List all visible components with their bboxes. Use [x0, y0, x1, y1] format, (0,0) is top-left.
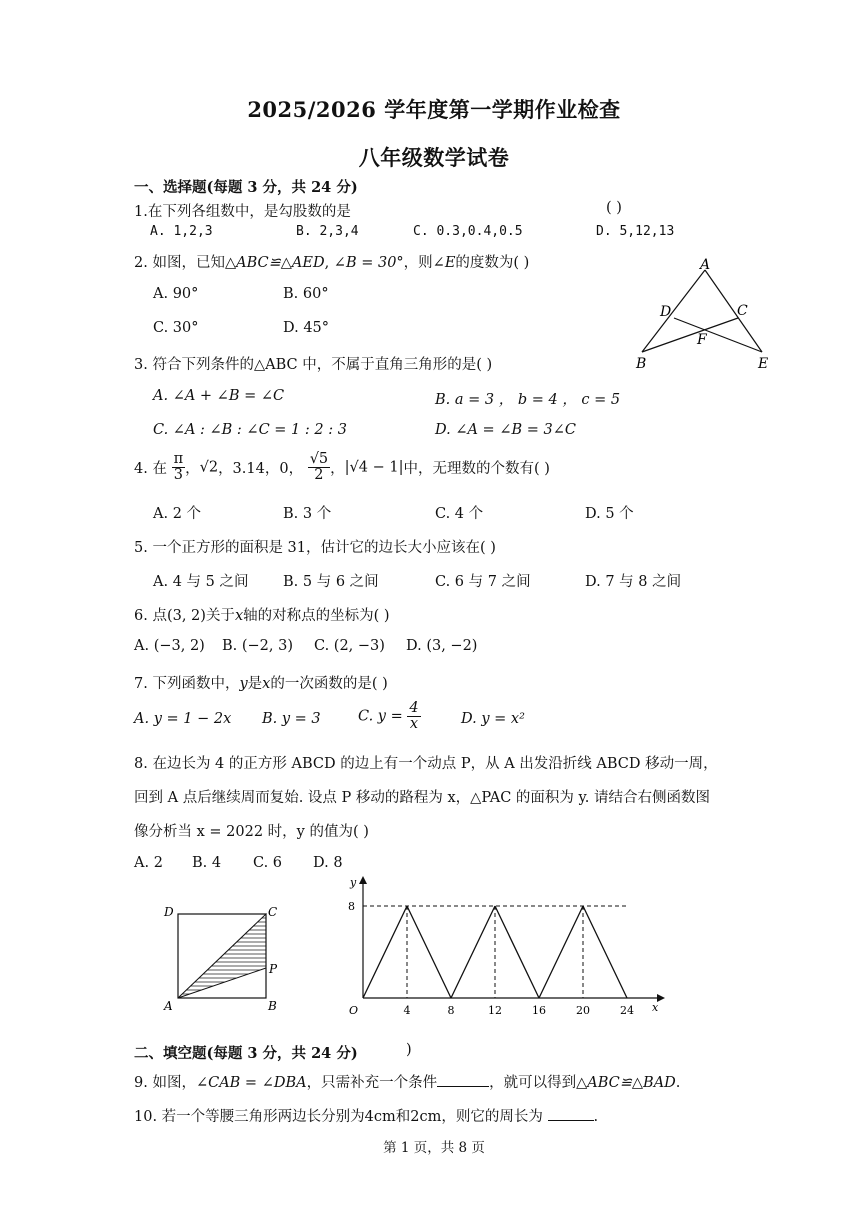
q10-value-1: 4cm — [364, 1109, 396, 1125]
q2-condition-congruent: △ABC≌△AED — [224, 255, 325, 271]
q6-option-c: C. (2, −3) — [314, 638, 385, 654]
q1-option-a: A. 1,2,3 — [150, 224, 213, 239]
chart-x-tick-label: 8 — [447, 1004, 455, 1017]
q8-line-1: 8. 在边长为 4 的正方形 ABCD 的边上有一个动点 P，从 A 出发沿折线 ABCD 移动一周， — [134, 756, 718, 772]
q7-option-c: C. y = $\frac{4}{x}$ — [358, 700, 419, 733]
q7-stem: 7. 下列函数中，y是x的一次函数的是( ) — [134, 676, 388, 692]
section-1-heading: 一、选择题(每题 3 分，共 24 分) — [134, 179, 358, 196]
chart-x-tick-label: 4 — [403, 1004, 411, 1017]
chart-x-tick-label: 12 — [488, 1004, 502, 1017]
q6-point: (3, 2) — [166, 608, 206, 624]
q6-option-d: D. (3, −2) — [406, 638, 478, 654]
chart-series-segment — [583, 906, 627, 998]
q6-option-a: A. (−3, 2) — [134, 638, 205, 654]
q2-label-d: D — [660, 304, 672, 320]
q2-asked-angle: ∠E — [432, 255, 456, 271]
q8-label-d: D — [164, 905, 174, 919]
q2-option-b: B. 60° — [283, 286, 329, 302]
section-2-stray-paren: ) — [406, 1042, 412, 1058]
q4-sqrt5-over-2: $\frac{√5}{2}$ — [309, 451, 329, 484]
q4-option-c: C. 4 个 — [435, 506, 484, 522]
q7-option-d: D. y = x² — [461, 711, 525, 727]
q9-stem: 9. 如图，∠CAB = ∠DBA，只需补充一个条件 ，就可以得到△ABC≌△BAD. — [134, 1071, 680, 1092]
chart-ylabel: y — [350, 876, 357, 889]
q4-option-d: D. 5 个 — [585, 506, 634, 522]
chart-x-tick-label: 20 — [576, 1004, 590, 1017]
q4-pi-over-3: $\frac{\pi}{3}$ — [173, 451, 184, 484]
q4-sqrt2: √2 — [199, 459, 219, 476]
q1-answer-paren: ( ) — [606, 200, 622, 216]
q2-condition-angle: ∠B = 30° — [333, 255, 404, 271]
section-2-heading: 二、填空题(每题 3 分，共 24 分) — [134, 1045, 358, 1062]
chart-series-segment — [451, 906, 495, 998]
chart-y-tick-label: 8 — [348, 900, 355, 913]
chart-y-arrow — [359, 876, 367, 884]
q5-option-c: C. 6 与 7 之间 — [435, 574, 531, 590]
q2-label-e: E — [758, 356, 769, 372]
q10-answer-blank[interactable] — [548, 1106, 594, 1121]
q8-function-chart — [335, 868, 675, 1028]
q4-stem: 4. 在 $\frac{\pi}{3}$ ，√2，3.14，0， $\frac{√5}{2}$ ，|√4 − 1|中，无理数的个数有( ) — [134, 451, 550, 484]
chart-xlabel: x — [652, 1001, 659, 1014]
q7-option-a: A. y = 1 − 2x — [134, 711, 232, 727]
q6-stem: 6. 点(3, 2)关于x轴的对称点的坐标为( ) — [134, 608, 390, 624]
q4-abs-expr: |√4 − 1| — [344, 459, 404, 476]
q2-label-f: F — [697, 332, 707, 348]
q3-option-a: A. ∠A + ∠B = ∠C — [153, 388, 285, 404]
q4-option-a: A. 2 个 — [153, 506, 202, 522]
exam-subtitle: 八年级数学试卷 — [358, 145, 510, 170]
q5-option-b: B. 5 与 6 之间 — [283, 574, 379, 590]
chart-series-segment — [539, 906, 583, 998]
exam-title: 2025/2026 学年度第一学期作业检查 — [247, 97, 621, 122]
q2-triangle-figure — [630, 252, 780, 374]
q1-option-d: D. 5,12,13 — [596, 224, 675, 239]
q4-option-b: B. 3 个 — [283, 506, 332, 522]
q3-option-b: B. a = 3 ， b = 4 ， c = 5 — [435, 392, 621, 408]
chart-series-segment — [495, 906, 539, 998]
q2-stem: 2. 如图，已知△ABC≌△AED, ∠B = 30°，则∠E的度数为( ) — [134, 255, 530, 271]
q9-answer-blank[interactable] — [437, 1072, 489, 1087]
chart-origin-label: O — [349, 1004, 359, 1017]
q8-square-figure — [158, 900, 288, 1015]
q2-label-b: B — [636, 356, 647, 372]
page-footer: 第 1 页，共 8 页 — [383, 1140, 485, 1156]
q8-label-a: A — [164, 999, 173, 1013]
q1-option-c: C. 0.3,0.4,0.5 — [413, 224, 523, 239]
q7-option-b: B. y = 3 — [262, 711, 321, 727]
chart-axes — [359, 876, 665, 1002]
chart-x-tick-label: 16 — [532, 1004, 546, 1017]
q10-value-2: 2cm — [410, 1109, 442, 1125]
q3-option-c: C. ∠A : ∠B : ∠C = 1 : 2 : 3 — [153, 422, 347, 438]
q3-option-d: D. ∠A = ∠B = 3∠C — [435, 422, 576, 438]
q8-option-c: C. 6 — [253, 855, 283, 871]
q10-stem: 10. 若一个等腰三角形两边长分别为4cm和2cm，则它的周长为 . — [134, 1105, 598, 1126]
q8-option-a: A. 2 — [134, 855, 163, 871]
q8-label-c: C — [268, 905, 278, 919]
q8-option-d: D. 8 — [313, 855, 343, 871]
q2-option-c: C. 30° — [153, 320, 199, 336]
q2-option-d: D. 45° — [283, 320, 330, 336]
q8-line-3: 像分析当 x = 2022 时，y 的值为( ) — [134, 824, 369, 840]
q8-line-2: 回到 A 点后继续周而复始. 设点 P 移动的路程为 x，△PAC 的面积为 y. 请结合右侧函数图 — [134, 790, 711, 806]
q1-option-b: B. 2,3,4 — [296, 224, 359, 239]
q2-option-a: A. 90° — [153, 286, 199, 302]
q9-condition: ∠CAB = ∠DBA — [195, 1075, 307, 1091]
q6-option-b: B. (−2, 3) — [222, 638, 294, 654]
chart-series-segment — [407, 906, 451, 998]
q8-label-p: P — [269, 962, 278, 976]
q5-option-a: A. 4 与 5 之间 — [153, 574, 249, 590]
q8-label-b: B — [268, 999, 277, 1013]
q9-result: △ABC≌△BAD — [576, 1075, 676, 1091]
q2-label-a: A — [700, 257, 711, 273]
chart-x-tick-label: 24 — [620, 1004, 634, 1017]
q2-label-c: C — [737, 303, 748, 319]
q8-option-b: B. 4 — [192, 855, 222, 871]
q1-stem: 1.在下列各组数中，是勾股数的是 — [134, 204, 351, 220]
q5-option-d: D. 7 与 8 之间 — [585, 574, 682, 590]
q3-stem: 3. 符合下列条件的△ABC 中，不属于直角三角形的是( ) — [134, 357, 493, 373]
chart-series-segment — [363, 906, 407, 998]
q5-stem: 5. 一个正方形的面积是 31，估计它的边长大小应该在( ) — [134, 540, 496, 556]
